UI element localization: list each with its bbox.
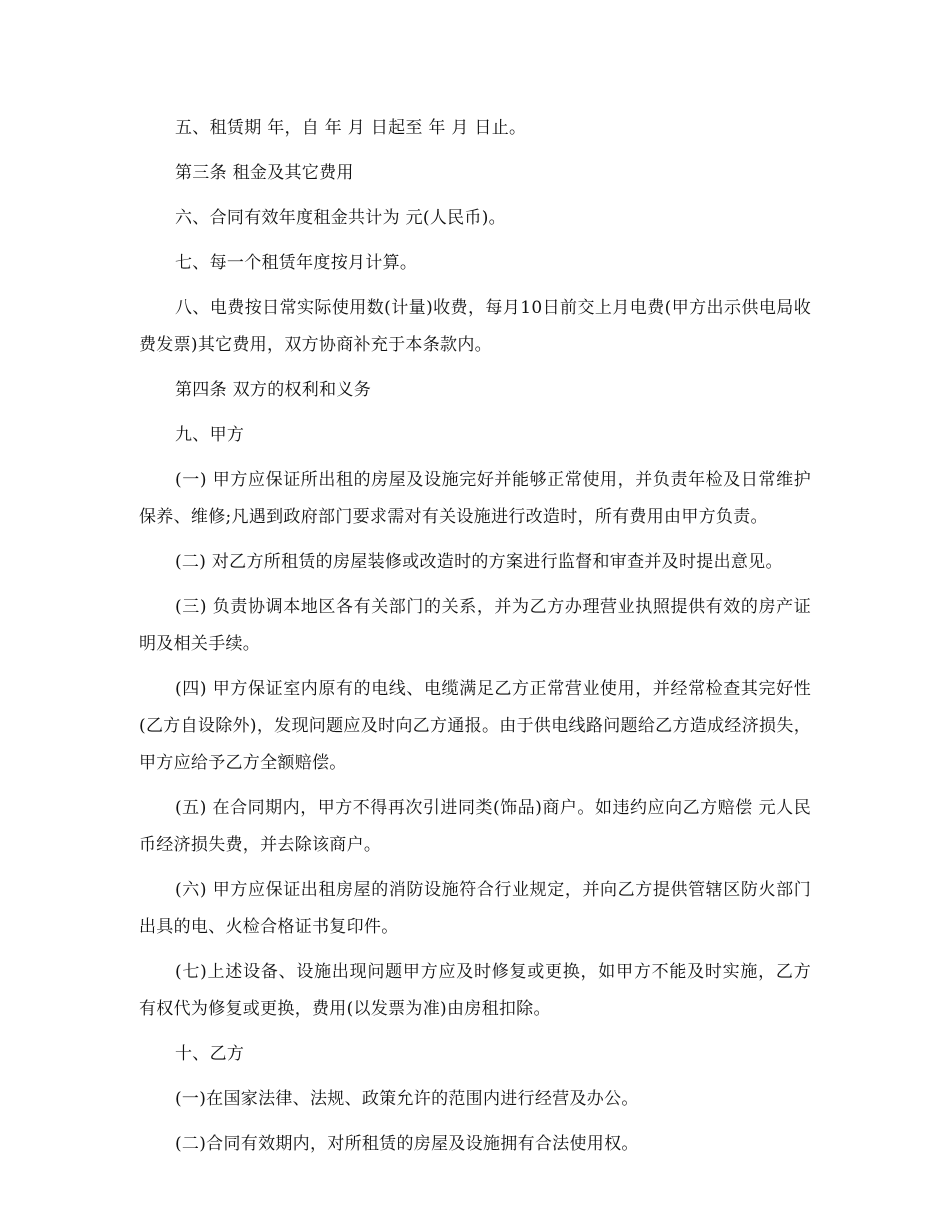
party-a-item-2: (二) 对乙方所租赁的房屋装修或改造时的方案进行监督和审查并及时提出意见。: [175, 552, 783, 572]
clause-7-monthly-calc: 七、每一个租赁年度按月计算。: [175, 253, 418, 273]
party-a-item-5: (五) 在合同期内，甲方不得再次引进同类(饰品)商户。如违约应向乙方赔偿 元人民币经济损失费，并去除该商户。: [139, 798, 811, 855]
party-a-item-7: (七)上述设备、设施出现问题甲方应及时修复或更换，如甲方不能及时实施，乙方有权代为修复或更换，费用(以发票为准)由房租扣除。: [139, 962, 811, 1019]
party-b-item-2: (二)合同有效期内，对所租赁的房屋及设施拥有合法使用权。: [175, 1134, 639, 1154]
party-b-item-1: (一)在国家法律、法规、政策允许的范围内进行经营及办公。: [175, 1089, 639, 1109]
party-a-item-3: (三) 负责协调本地区各有关部门的关系，并为乙方办理营业执照提供有效的房产证明及相关手续。: [139, 597, 811, 654]
article-4-heading: 第四条 双方的权利和义务: [175, 380, 372, 400]
article-3-heading: 第三条 租金及其它费用: [175, 163, 354, 183]
document-page: [139, 110, 811, 1171]
party-a-item-1: (一) 甲方应保证所出租的房屋及设施完好并能够正常使用，并负责年检及日常维护保养、维修;凡遇到政府部门要求需对有关设施进行改造时，所有费用由甲方负责。: [139, 470, 811, 527]
clause-9-party-a: 九、甲方: [175, 425, 245, 445]
clause-6-annual-rent: 六、合同有效年度租金共计为 元(人民币)。: [175, 208, 506, 228]
party-a-item-6: (六) 甲方应保证出租房屋的消防设施符合行业规定，并向乙方提供管辖区防火部门出具的电、火检合格证书复印件。: [139, 880, 811, 937]
party-a-item-4: (四) 甲方保证室内原有的电线、电缆满足乙方正常营业使用，并经常检查其完好性(乙方自设除外)，发现问题应及时向乙方通报。由于供电线路问题给乙方造成经济损失，甲方应给予乙方全额赔偿。: [139, 679, 811, 773]
clause-8-electricity: 八、电费按日常实际使用数(计量)收费，每月10日前交上月电费(甲方出示供电局收费发票)其它费用，双方协商补充于本条款内。: [139, 298, 811, 355]
clause-5-lease-term: 五、租赁期 年，自 年 月 日起至 年 月 日止。: [175, 118, 527, 138]
clause-10-party-b: 十、乙方: [175, 1044, 245, 1064]
